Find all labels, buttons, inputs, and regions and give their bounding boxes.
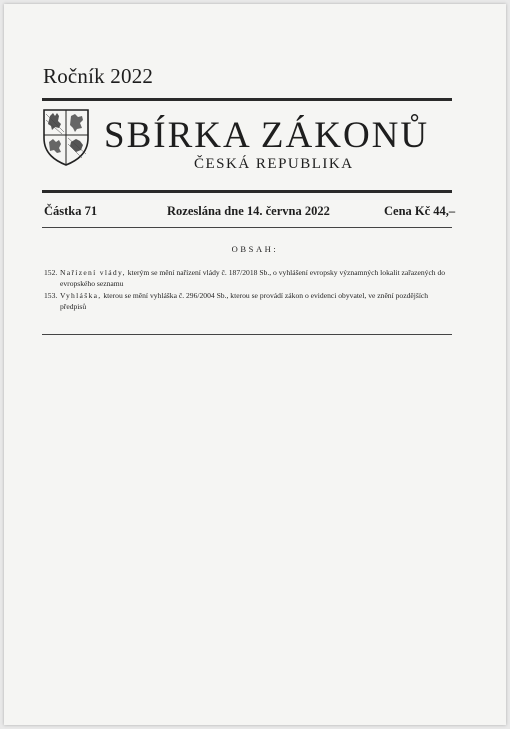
contents-item — [44, 290, 452, 312]
item-text — [60, 290, 452, 312]
contents-heading: OBSAH: — [231, 244, 279, 254]
item-lead: Vyhláška, — [60, 291, 102, 300]
header-bottom-rule — [42, 190, 452, 193]
item-description: kterou se mění vyhláška č. 296/2004 Sb., kterou se provádí zákon o evidenci obyvatel, ve znění pozdějších předpisů — [60, 291, 429, 311]
gazette-subtitle: ČESKÁ REPUBLIKA — [194, 156, 354, 172]
gazette-title: SBÍRKA ZÁKONŮ — [104, 115, 430, 156]
item-number: 153. — [44, 291, 58, 300]
state-emblem-icon — [42, 108, 90, 166]
price-label: Cena Kč 44,– — [384, 204, 456, 218]
gazette-page — [4, 4, 506, 725]
header-top-rule — [42, 98, 452, 101]
volume-label: Ročník 2022 — [43, 64, 154, 88]
item-number: 152. — [44, 268, 58, 277]
part-number: Částka 71 — [44, 204, 98, 218]
item-text — [60, 267, 452, 289]
contents-bottom-rule — [42, 334, 452, 335]
item-lead: Nařízení vlády, — [60, 268, 126, 277]
info-rule — [42, 227, 452, 228]
contents-item — [44, 267, 452, 289]
item-description: kterým se mění nařízení vlády č. 187/2018 Sb., o vyhlášení evropsky významných lokalit zařazených do evropského seznamu — [60, 268, 446, 288]
publication-date: Rozeslána dne 14. června 2022 — [167, 204, 330, 218]
